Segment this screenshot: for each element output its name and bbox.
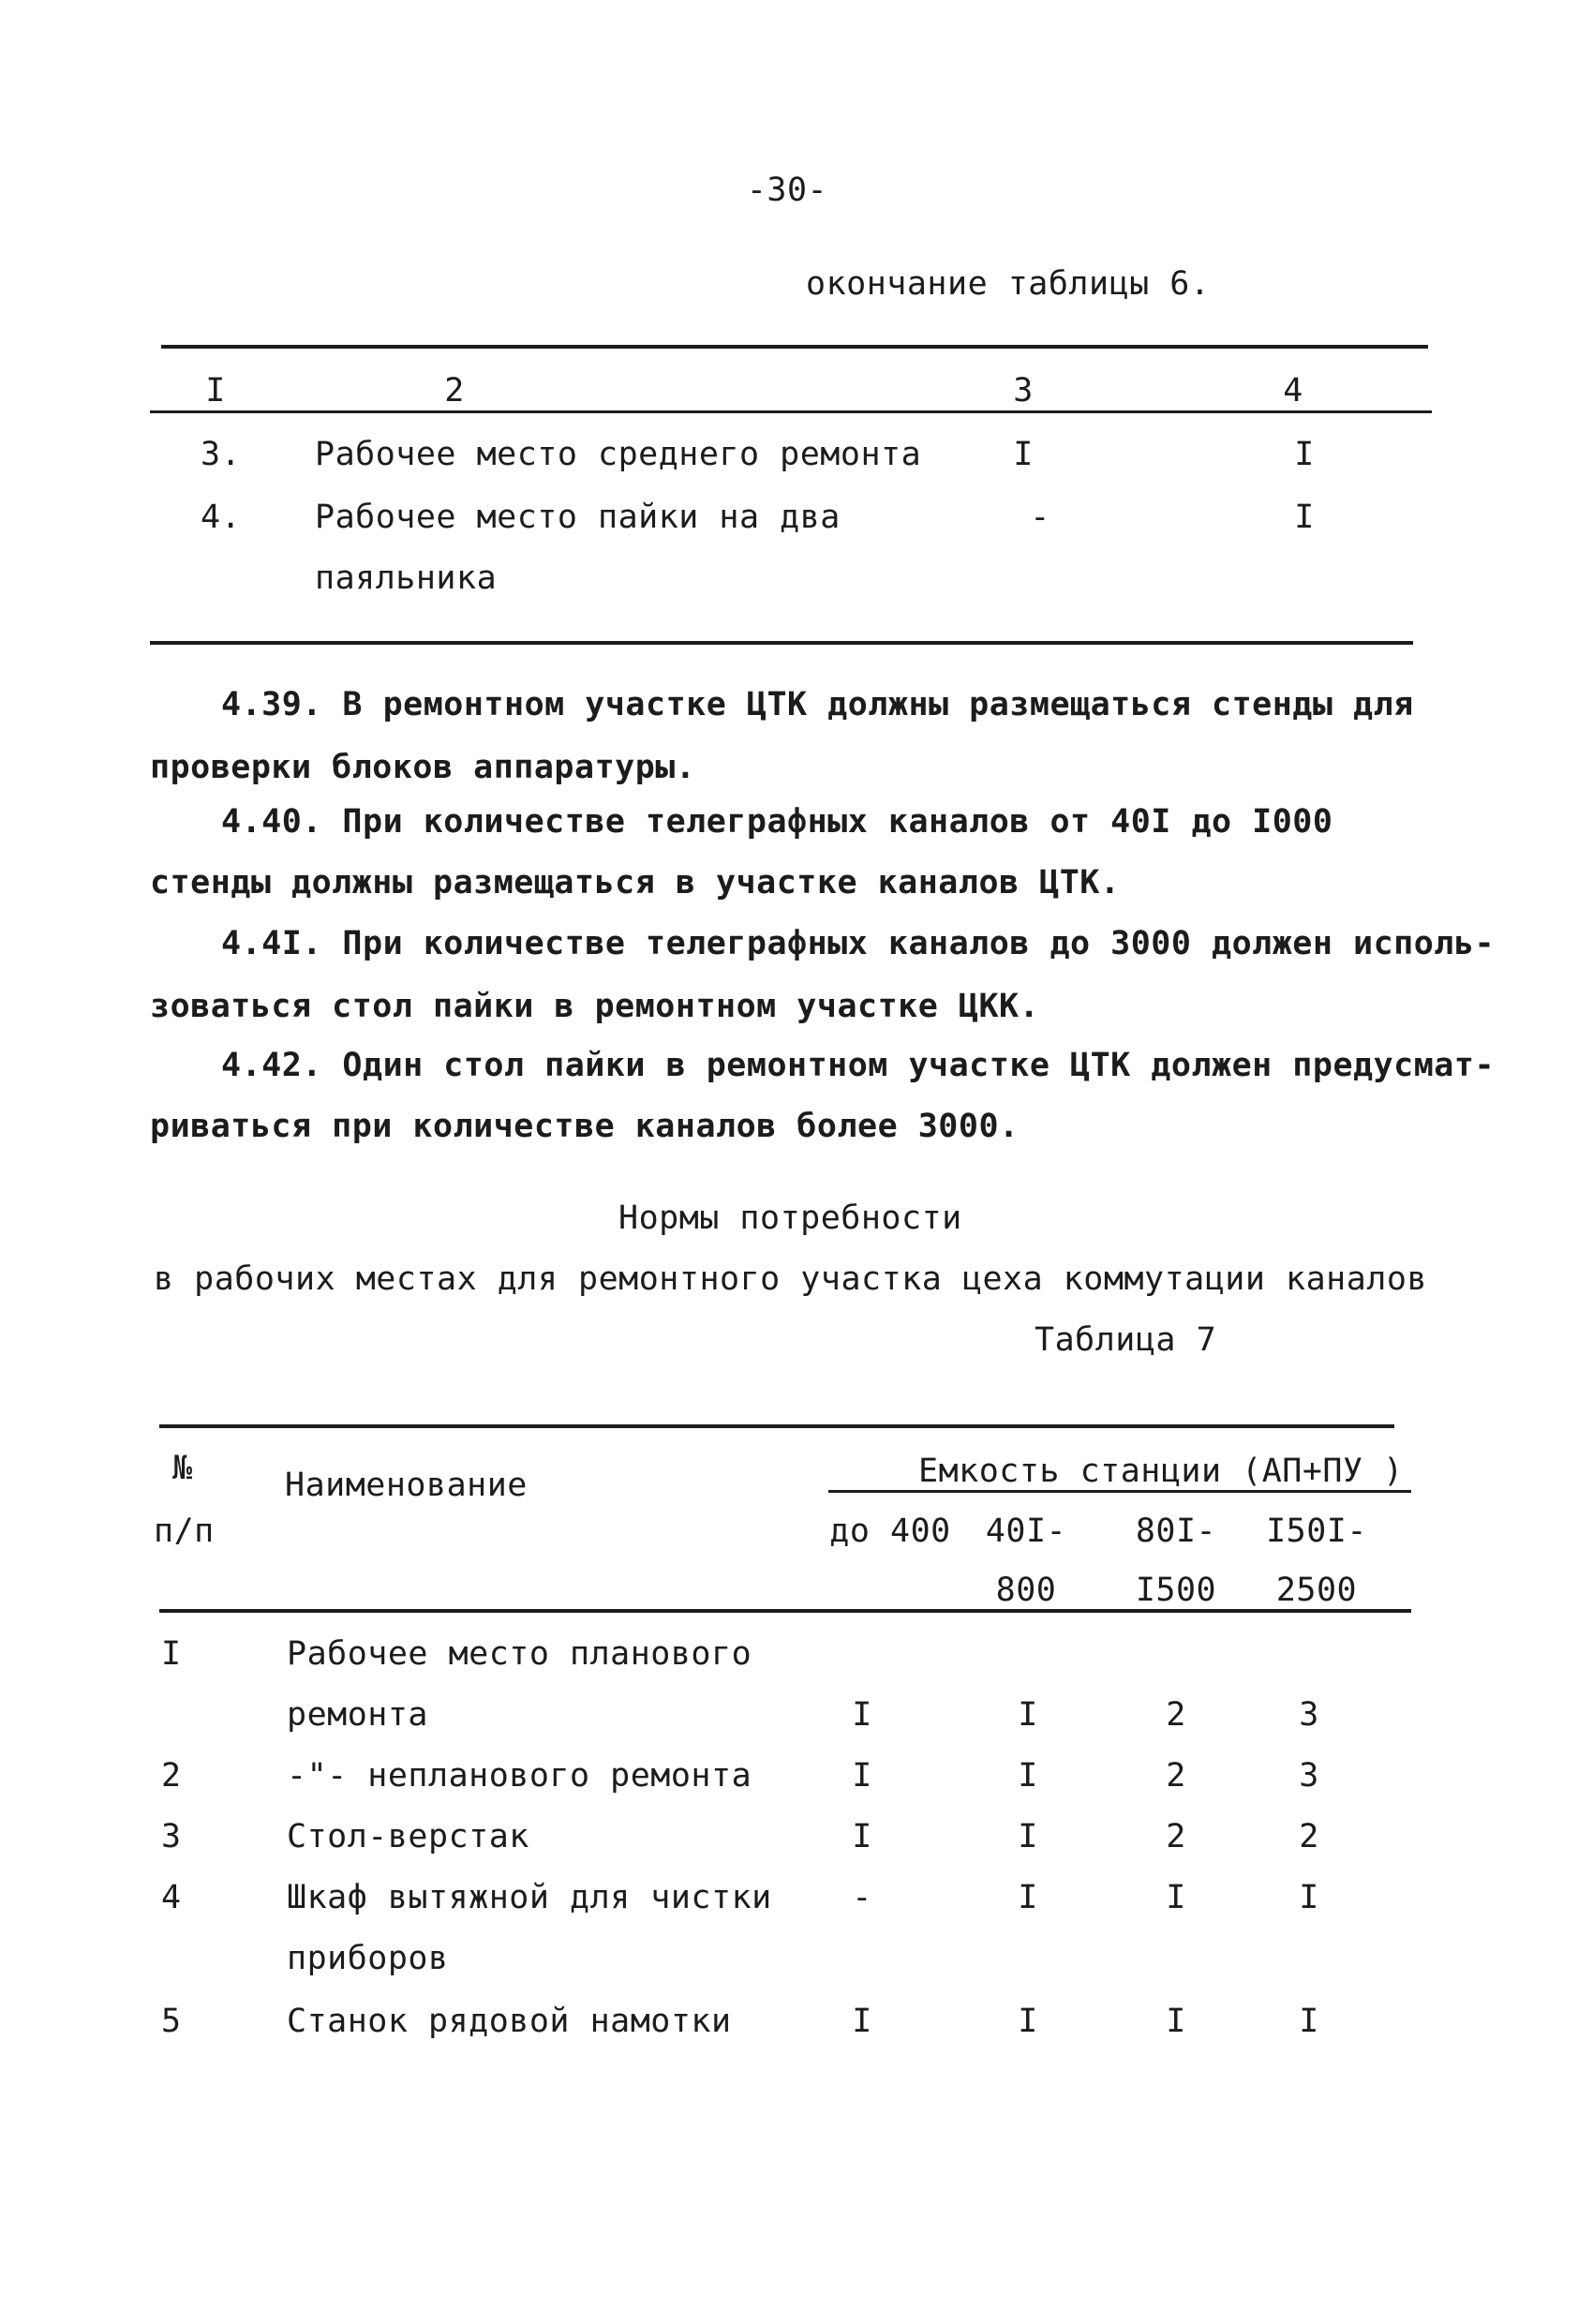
table7-subtitle: в рабочих местах для ремонтного участка цеха коммутации каналов — [154, 1260, 1428, 1298]
row-name: Рабочее место планового — [287, 1635, 752, 1673]
col-header: 80I- — [1135, 1512, 1217, 1550]
col-header-sub: I500 — [1135, 1572, 1217, 1609]
cell-value: I — [1018, 2003, 1038, 2040]
cell-value: I — [1299, 2003, 1319, 2040]
row-name-cont: приборов — [287, 1940, 449, 1977]
name-header: Наименование — [285, 1467, 528, 1504]
row-name: -"- непланового ремонта — [287, 1757, 752, 1795]
cell-value: 3 — [1299, 1696, 1319, 1734]
table6-header-col1: I — [205, 372, 226, 410]
row-name: Рабочее место пайки на два — [315, 499, 841, 536]
table7-label: Таблица 7 — [1035, 1321, 1217, 1359]
row-number: 5 — [161, 2003, 182, 2040]
page-number: -30- — [746, 171, 828, 209]
cell-value: I — [852, 1818, 872, 1855]
table7-header-rule — [159, 1609, 1411, 1613]
row-name: Шкаф вытяжной для чистки — [287, 1879, 772, 1916]
paragraph-line: стенды должны размещаться в участке каналов ЦТК. — [150, 864, 1121, 901]
col-header: I50I- — [1266, 1512, 1367, 1550]
num-header-sub: п/п — [154, 1512, 215, 1550]
paragraph-line: 4.4I. При количестве телеграфных каналов до 3000 должен исполь- — [221, 925, 1496, 962]
capacity-group-header: Емкость станции (АП+ПУ ) — [918, 1452, 1404, 1490]
cell-value: 3 — [1299, 1757, 1319, 1795]
cell-value: I — [1166, 1879, 1186, 1916]
table6-header-col4: 4 — [1283, 372, 1303, 410]
cell-value: 2 — [1166, 1757, 1186, 1795]
table6-header-col3: 3 — [1013, 372, 1034, 410]
paragraph-line: зоваться стол пайки в ремонтном участке ЦКК. — [150, 988, 1040, 1025]
cell-value: I — [1299, 1879, 1319, 1916]
table6-bottom-rule — [150, 641, 1413, 645]
paragraph-line: 4.39. В ремонтном участке ЦТК должны размещаться стенды для — [221, 686, 1414, 723]
row-name: Станок рядовой намотки — [287, 2003, 732, 2040]
cell-value: I — [1018, 1818, 1038, 1855]
row-number: 4 — [161, 1879, 182, 1916]
row-name-cont: паяльника — [315, 559, 498, 597]
num-header: № — [172, 1450, 193, 1487]
cell-value: I — [852, 1696, 872, 1734]
col-header: 40I- — [985, 1512, 1067, 1550]
paragraph-line: 4.40. При количестве телеграфных каналов от 40I до I000 — [221, 803, 1333, 841]
capacity-group-rule — [828, 1490, 1411, 1493]
cell-value: I — [1018, 1879, 1038, 1916]
col-header: до 400 — [829, 1512, 951, 1550]
row-name: Стол-верстак — [287, 1818, 529, 1855]
cell-value: 2 — [1166, 1818, 1186, 1855]
table6-top-rule — [161, 345, 1428, 349]
row-number: I — [161, 1635, 182, 1673]
cell-value: 2 — [1166, 1696, 1186, 1734]
row-number: 2 — [161, 1757, 182, 1795]
cell-value: I — [852, 2003, 872, 2040]
cell-col4: I — [1294, 436, 1315, 473]
table7-top-rule — [159, 1424, 1394, 1428]
table6-header-col2: 2 — [444, 372, 465, 410]
cell-col3: - — [1030, 499, 1050, 536]
row-number: 4. — [201, 499, 242, 536]
cell-value: I — [1018, 1696, 1038, 1734]
cell-value: I — [852, 1757, 872, 1795]
col-header-sub: 800 — [995, 1572, 1057, 1609]
paragraph-line: проверки блоков аппаратуры. — [150, 749, 696, 786]
table7-title: Нормы потребности — [618, 1199, 962, 1237]
table6-caption: окончание таблицы 6. — [806, 265, 1211, 303]
row-number: 3. — [201, 436, 242, 473]
cell-value: I — [1166, 2003, 1186, 2040]
cell-col4: I — [1294, 499, 1315, 536]
cell-value: I — [1018, 1757, 1038, 1795]
row-number: 3 — [161, 1818, 182, 1855]
paragraph-line: риваться при количестве каналов более 3000. — [150, 1108, 1020, 1145]
paragraph-line: 4.42. Один стол пайки в ремонтном участке ЦТК должен предусмат- — [221, 1047, 1496, 1084]
cell-value: - — [852, 1879, 872, 1916]
table6-header-rule — [150, 410, 1432, 413]
cell-value: 2 — [1299, 1818, 1319, 1855]
col-header-sub: 2500 — [1275, 1572, 1358, 1609]
row-name-cont: ремонта — [287, 1696, 429, 1734]
row-name: Рабочее место среднего ремонта — [315, 436, 922, 473]
cell-col3: I — [1013, 436, 1034, 473]
